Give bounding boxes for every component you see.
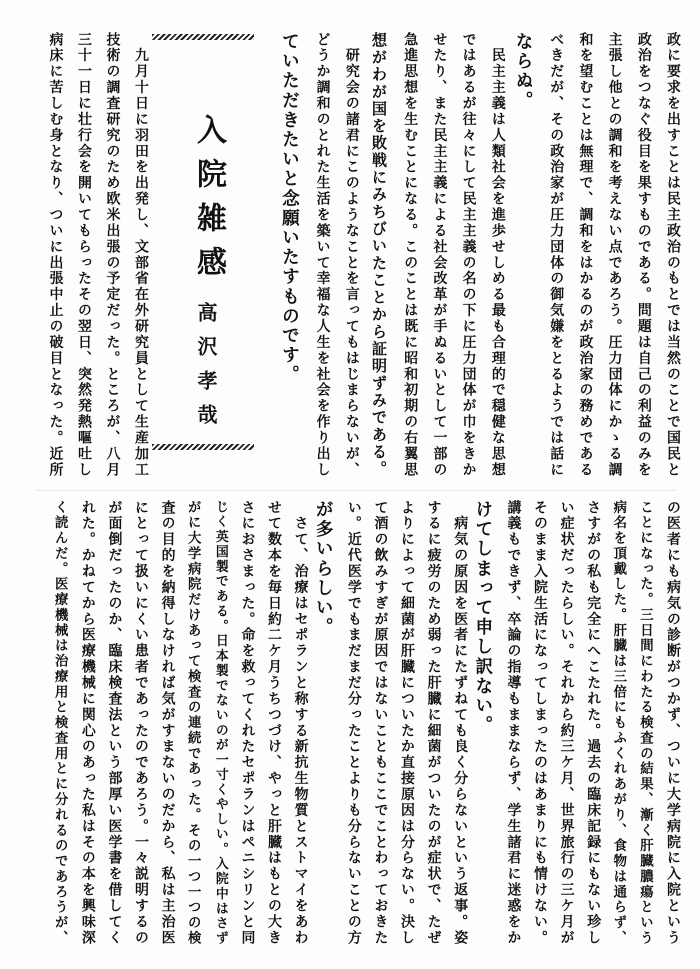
title-top-rule bbox=[152, 34, 254, 40]
text-column: 九月十日に羽田を出発し、文部省在外研究員として生産加工 bbox=[132, 32, 148, 479]
text-column: い。近代医学でもまだまだ分ったことよりも分らないことの方 bbox=[344, 500, 361, 947]
text-column: れた。かねてから医療機械に関心のあった私はその本を興味深 bbox=[78, 500, 95, 947]
text-column: て酒の飲みすぎが原因ではないこともここでことわっておきた bbox=[371, 500, 388, 947]
text-column: 研究会の諸君にこのようなことを言ってもはじまらないが、 bbox=[342, 32, 359, 479]
text-column: 政治をつなぐ役目を果すものである。問題は自己の利益のみを bbox=[634, 32, 651, 479]
text-column: 想がわが国を敗戦にみちびいたことから証明ずみである。 bbox=[370, 32, 388, 478]
text-column: の医者にも病気の診断がつかず、ついに大学病院に入院という bbox=[664, 500, 680, 947]
text-column: く読んだ。医療機械は治療用と検査用とに分れるのであろうが、 bbox=[52, 500, 69, 947]
text-column: にとって扱いにくい患者であったのであろう。一々説明するの bbox=[132, 500, 148, 947]
text-column: 講義もできず、卒論の指導もままならず、学生諸君に迷惑をか bbox=[504, 500, 521, 947]
text-column: さすがの私も完全にへこたれた。過去の臨床記録にもない珍し bbox=[584, 500, 601, 947]
section-divider bbox=[36, 490, 676, 491]
text-column: せて数本を毎日約二ケ月うちつづけ、やっと肝臓はもとの大き bbox=[265, 500, 281, 947]
text-column: 急進思想を生むことになる。このことは既に昭和初期の右翼思 bbox=[401, 32, 418, 479]
text-column: 主張し他との調和を考えない点であろう。圧力団体にかゝる調 bbox=[605, 32, 622, 479]
text-column: ていただきたいと念願いたすものです。 bbox=[279, 32, 301, 385]
text-column: そのまま入院生活になってしまったのはあまりにも情けない。 bbox=[531, 500, 547, 947]
text-column: するに疲労のため弱った肝臓に細菌がついたのが症状で、たぜ bbox=[424, 500, 441, 947]
text-column: どうか調和のとれた生活を築いて幸福な人生を社会を作り出し bbox=[313, 32, 330, 479]
text-column: ならぬ。 bbox=[513, 32, 534, 111]
text-column: せたり、また民主主義による社会改革が手ぬるいとして一部の bbox=[430, 32, 447, 479]
text-column: が面倒だったのか、臨床検査法という部厚い医学書を借してく bbox=[105, 500, 122, 947]
title-bottom-rule bbox=[152, 444, 254, 450]
text-column: けてしまって申し訳ない。 bbox=[472, 500, 494, 736]
article-body-bottom bbox=[36, 500, 678, 950]
text-column: 技術の調査研究のため欧米出張の予定だった。ところが、八月 bbox=[103, 32, 120, 479]
text-column: さて、治療はセポランと称する新抗生物質とストマイをあわ bbox=[291, 500, 308, 947]
article-author: 高沢孝哉 bbox=[194, 302, 218, 438]
text-column: さにおさまった。命を救ってくれたセポランはペニシリンと同 bbox=[238, 500, 255, 947]
text-column: 政に要求を出すことは民主政治のもとでは当然のことで国民と bbox=[664, 32, 680, 479]
text-column: 病名を頂戴した。肝臓は三倍にもふくれあがり、食物は通らず、 bbox=[610, 500, 627, 947]
text-column: が多いらしい。 bbox=[313, 500, 335, 638]
text-column: い症状だったらしい。それから約三ケ月、世界旅行の三ケ月が bbox=[557, 500, 574, 947]
article-title: 入院雑感 bbox=[191, 114, 226, 290]
text-column: 病気の原因を医者にたずねても良く分らないという返事。姿 bbox=[451, 500, 468, 947]
text-column: ことになった。三日間にわたる検査の結果、漸く肝臓膿瘍という bbox=[637, 500, 654, 947]
article-body-top-right bbox=[258, 32, 678, 482]
text-column: 査の目的を納得しなければ気がすまないのだから、私は主治医 bbox=[158, 500, 175, 947]
text-column: 民主主義は人類社会を進歩せしめる最も合理的で穏健な思想 bbox=[488, 32, 505, 479]
text-column: 三十一日に壮行会を開いてもらったその翌日、突然発熱嘔吐し bbox=[75, 32, 91, 479]
title-box bbox=[148, 34, 258, 450]
text-column: がに大学病院だけあって検査の連続であった。その一つ一つの検 bbox=[185, 500, 202, 947]
text-column: 病床に苦しむ身となり、ついに出張中止の破目となった。近所 bbox=[46, 32, 63, 479]
text-column: ではあるが往々にして民主主義の名の下に圧力団体が巾をきか bbox=[459, 32, 476, 479]
text-column: じく英国製である。日本製でないのが一寸くやしい。入院中はさず bbox=[212, 500, 228, 947]
text-column: 和を望むことは無理で、調和をはかるのが政治家の務めである bbox=[576, 32, 593, 479]
text-column: よりによって細菌が肝臓についたか直接原因は分らない。決し bbox=[398, 500, 414, 947]
article-body-top-left bbox=[36, 32, 146, 482]
text-column: べきだが、その政治家が圧力団体の御気嫌をとるようでは話に bbox=[547, 32, 564, 479]
